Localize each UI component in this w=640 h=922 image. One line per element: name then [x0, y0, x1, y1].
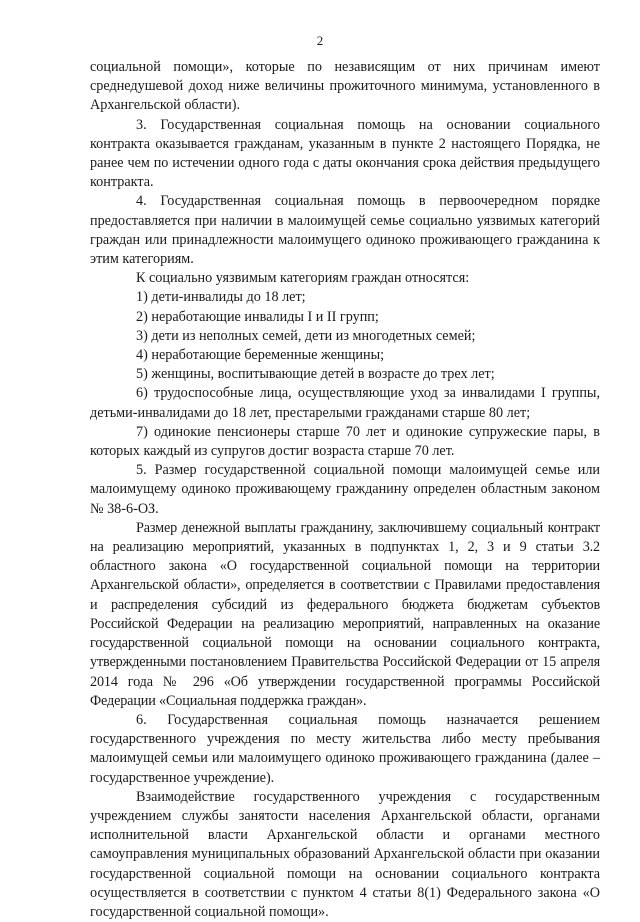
- paragraph-item-3: 3. Государственная социальная помощь на основании социального контракта оказывается гражданам, указанным в пункте 2 настоящего Порядка, не ранее чем по истечении одного года с даты окончания срока действия предыдущего контракта.: [90, 116, 600, 191]
- paragraph-item-6: 6. Государственная социальная помощь назначается решением государственного учреждения по месту жительства либо месту пребывания малоимущей семьи или малоимущего одиноко проживающего гражданина (далее – государственное учреждение).: [90, 711, 600, 786]
- list-item: 3) дети из неполных семей, дети из многодетных семей;: [136, 327, 476, 344]
- paragraph-item-4: 4. Государственная социальная помощь в первоочередном порядке предоставляется при наличии в малоимущей семье социально уязвимых категорий граждан или принадлежности малоимущего одиноко проживающего гражданина к этим категориям.: [90, 193, 600, 268]
- list-item: 4) неработающие беременные женщины;: [136, 347, 385, 364]
- list-item: 7) одинокие пенсионеры старше 70 лет и одинокие супружеские пары, в которых каждый из супругов достиг возраста старше 70 лет.: [90, 423, 600, 460]
- paragraph-categories-intro: К социально уязвимым категориям граждан относятся:: [136, 270, 470, 287]
- paragraph-item-5: 5. Размер государственной социальной помощи малоимущей семье или малоимущему одиноко проживающему гражданину определен областным законом № 38-6-ОЗ.: [90, 462, 600, 517]
- list-item: 6) трудоспособные лица, осуществляющие уход за инвалидами I группы, детьми-инвалидами до 18 лет, престарелыми гражданами старше 80 лет;: [90, 385, 600, 421]
- list-item: 5) женщины, воспитывающие детей в возрасте до трех лет;: [136, 366, 495, 383]
- paragraph-interaction: Взаимодействие государственного учреждения с государственным учреждением службы занятости населения Архангельской области, органами исполнительной власти Архангельской области и органами местного самоуправления муниципальных образований Архангельской области при оказании государственной социальной помощи на основании социального контракта осуществляется в соответствии с пунктом 4 статьи 8(1) Федерального закона «О государственной социальной помощи».: [90, 788, 600, 920]
- document-body: [90, 58, 600, 922]
- list-item: 2) неработающие инвалиды I и II групп;: [136, 308, 379, 325]
- paragraph-continuation: социальной помощи», которые по независящим от них причинам имеют среднедушевой доход ниже величины прожиточного минимума, установленного в Архангельской области).: [90, 59, 600, 114]
- page-number: 2: [316, 33, 324, 48]
- paragraph-payment-size: Размер денежной выплаты гражданину, заключившему социальный контракт на реализацию мероприятий, указанных в подпунктах 1, 2, 3 и 9 статьи 3.2 областного закона «О государственной социальной помощи на территории Архангельской области», определяется в соответствии с Правилами предоставления и распределения субсидий из федерального бюджета бюджетам субъектов Российской Федерации на реализацию мероприятий, направленных на оказание государственной социальной помощи на основании социального контракта, утвержденными постановлением Правительства Российской Федерации от 15 апреля 2014 года № 296 «Об утверждении государственной программы Российской Федерации «Социальная поддержка граждан».: [90, 519, 600, 709]
- list-item: 1) дети-инвалиды до 18 лет;: [136, 289, 306, 306]
